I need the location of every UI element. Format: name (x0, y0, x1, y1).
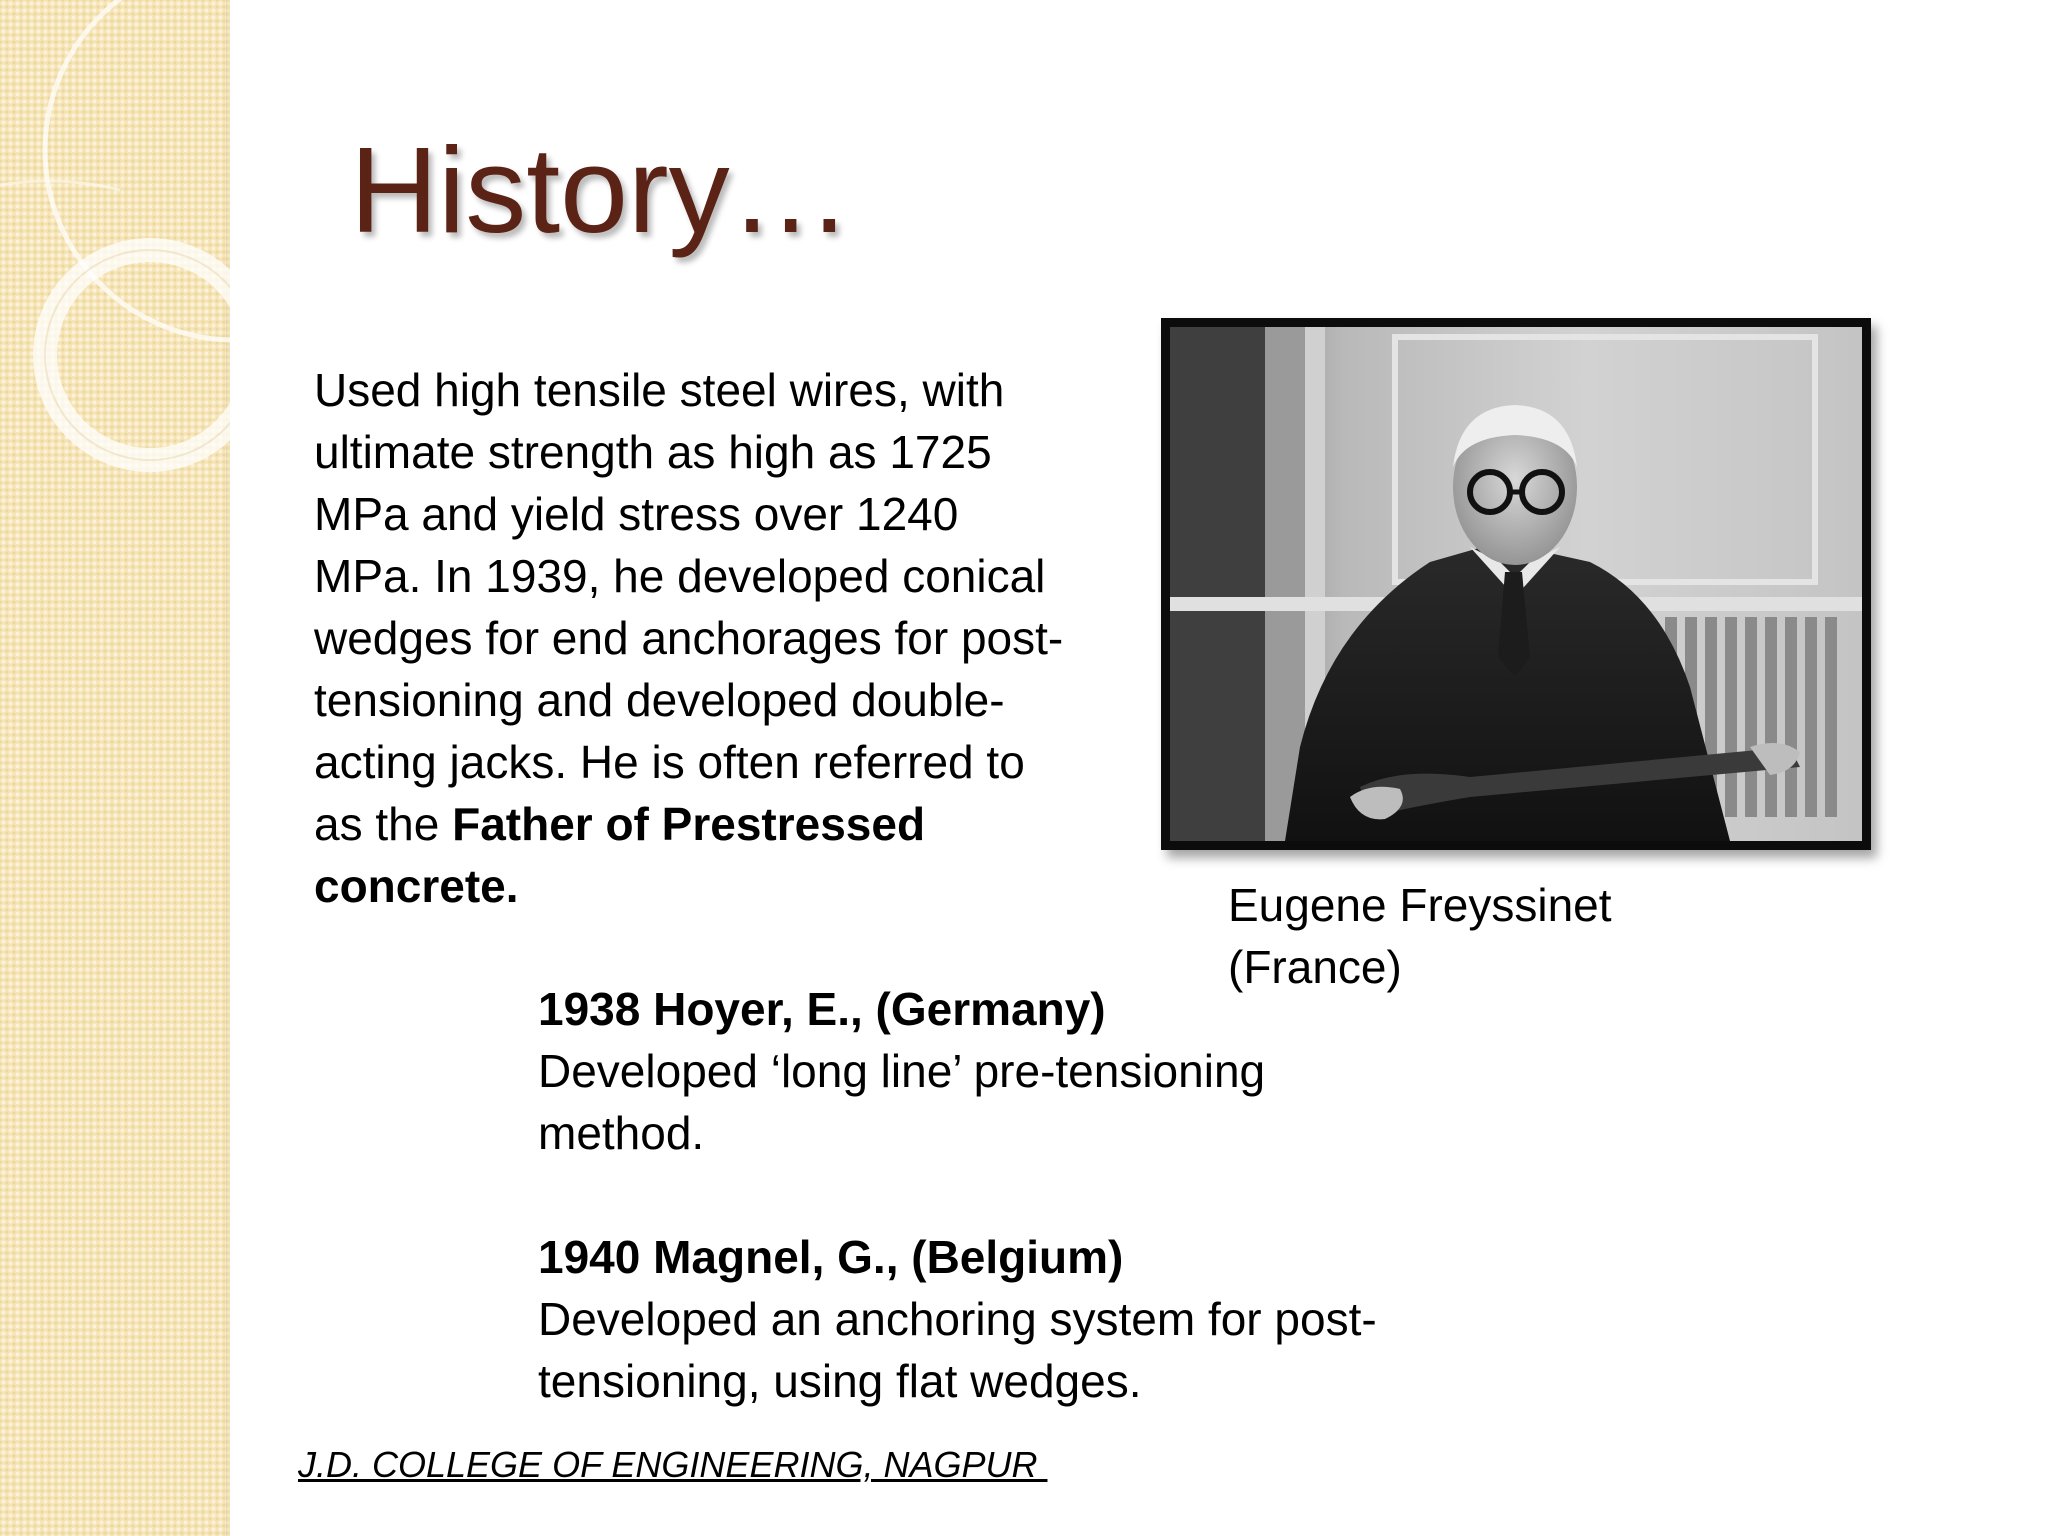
slide-title: History… (350, 122, 852, 258)
caption-country: (France) (1228, 941, 1402, 993)
footer-college-name: J.D. COLLEGE OF ENGINEERING, NAGPUR (298, 1444, 1048, 1485)
portrait-photo (1170, 327, 1862, 841)
freyssinet-paragraph (314, 359, 1074, 917)
entry-title-magnel: 1940 Magnel, G., (Belgium) (538, 1231, 1124, 1283)
entry-spacer (538, 1164, 1538, 1226)
paragraph-text: Used high tensile steel wires, with ultimate strength as high as 1725 MPa and yield stress over 1240 MPa. In 1939, he developed conical wedges for end anchorages for post-tensioning and developed double-acting jacks. He is often referred to as the (314, 364, 1064, 850)
history-entries (538, 978, 1538, 1412)
entry-title-hoyer: 1938 Hoyer, E., (Germany) (538, 983, 1106, 1035)
caption-name: Eugene Freyssinet (1228, 879, 1612, 931)
decorative-swirls (0, 0, 230, 520)
entry-text-magnel: Developed an anchoring system for post-tensioning, using flat wedges. (538, 1293, 1377, 1407)
paragraph-bold-text: Father of Prestressed concrete. (314, 798, 926, 912)
entry-text-hoyer: Developed ‘long line’ pre-tensioning method. (538, 1045, 1266, 1159)
portrait-photo-frame (1161, 318, 1871, 850)
